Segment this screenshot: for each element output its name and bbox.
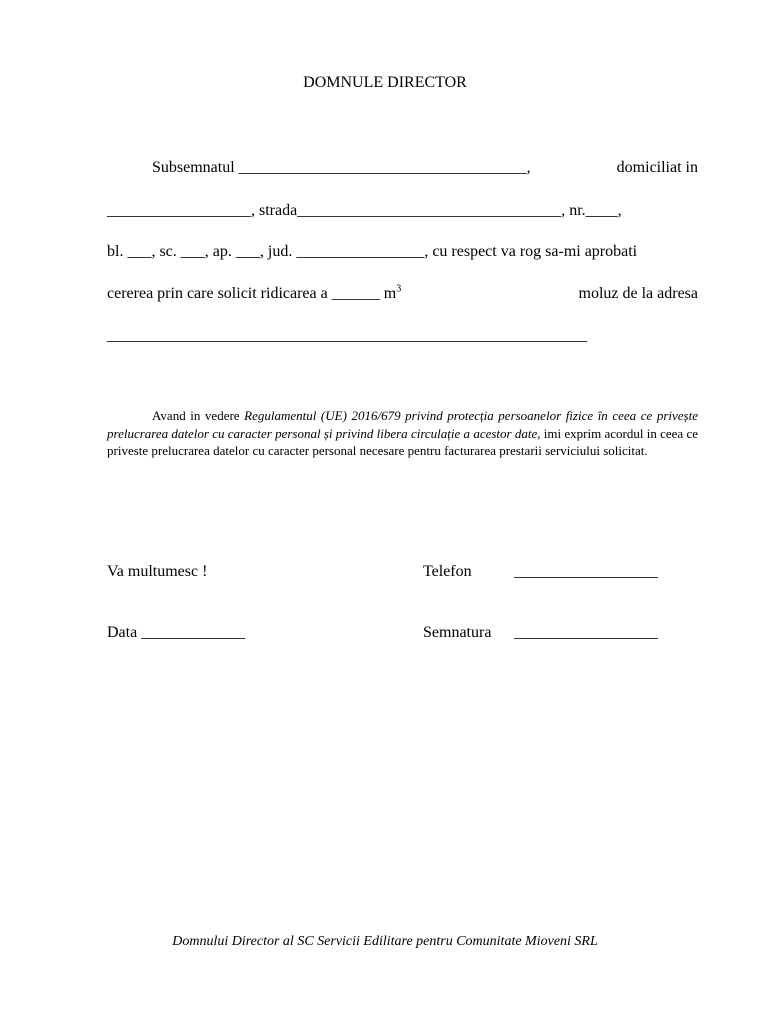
phone-blank: __________________ bbox=[514, 563, 658, 580]
signature-blank: __________________ bbox=[514, 624, 658, 641]
form-line-5: ____________________________________________________________ bbox=[107, 327, 587, 344]
address-label: moluz de la adresa bbox=[578, 285, 698, 302]
phone-label: Telefon bbox=[423, 563, 472, 580]
request-text: cererea prin care solicit ridicarea a ______ m bbox=[107, 285, 397, 302]
signature-label: Semnatura bbox=[423, 624, 492, 641]
consent-regulation: Regulamentul (UE) 2016/679 privind protecția persoanelor fizice în ceea ce privește prelucrarea datelor cu caracter personal și privind libera circulație a acestor date bbox=[107, 408, 699, 441]
form-line-4 bbox=[107, 284, 698, 304]
addressee-footer: Domnului Director al SC Servicii Edilitare pentru Comunitate Mioveni SRL bbox=[172, 934, 598, 949]
gdpr-consent-paragraph bbox=[107, 407, 698, 460]
name-blank: ____________________________________, bbox=[238, 159, 531, 176]
cubic-superscript: 3 bbox=[396, 283, 402, 295]
consent-intro: Avand in vedere bbox=[152, 408, 245, 423]
form-line-3: bl. ___, sc. ___, ap. ___, jud. ________________, cu respect va rog sa-mi aprobati bbox=[107, 243, 638, 260]
form-line-2: __________________, strada_________________________________, nr.____, bbox=[107, 202, 622, 219]
subsemnatul-label: Subsemnatul bbox=[152, 159, 235, 176]
form-line-1 bbox=[107, 158, 698, 178]
document-title: DOMNULE DIRECTOR bbox=[303, 74, 467, 91]
consent-rest: , imi exprim acordul in ceea ce priveste prelucrarea datelor cu caracter personal necesare pentru facturarea prestarii serviciului solicitat. bbox=[107, 425, 698, 458]
thanks-text: Va multumesc ! bbox=[107, 563, 208, 580]
date-label: Data _____________ bbox=[107, 624, 246, 641]
domiciliat-label: domiciliat in bbox=[616, 159, 698, 176]
